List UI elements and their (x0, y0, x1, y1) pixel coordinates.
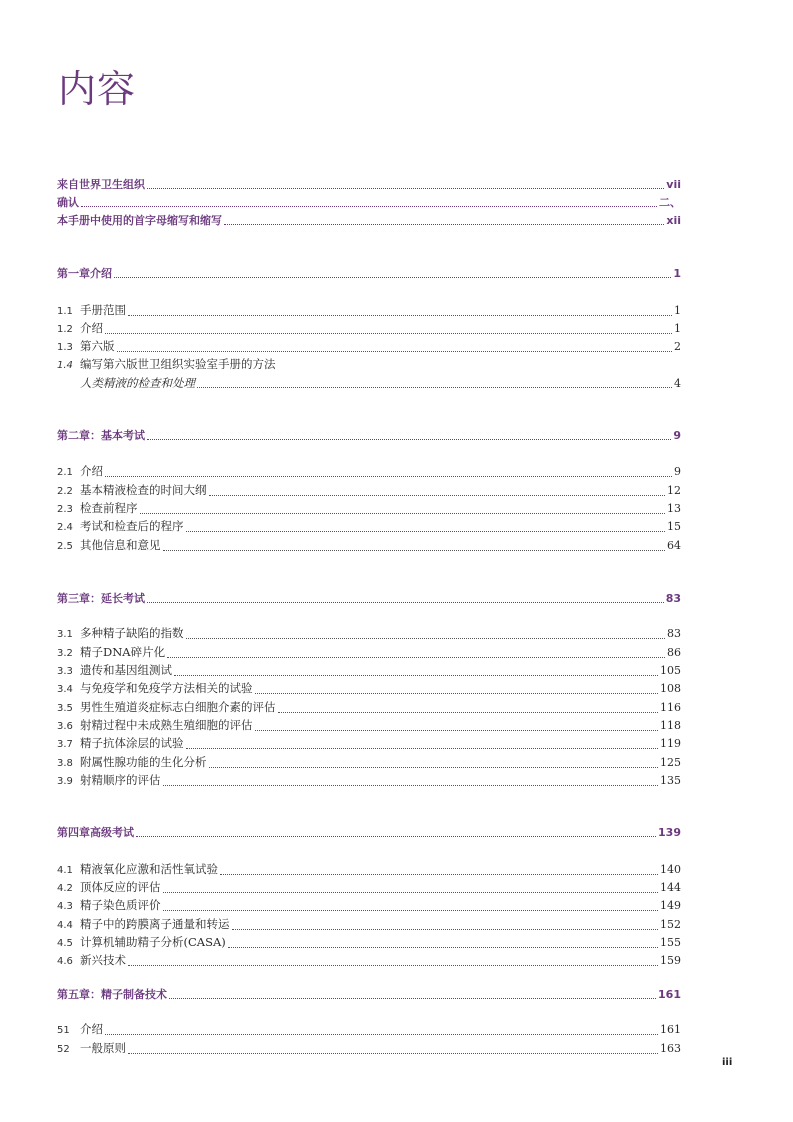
leader-dots (105, 332, 672, 334)
toc-page: 9 (674, 465, 681, 478)
toc-page: 163 (660, 1042, 681, 1055)
toc-label: 第五章：精子制备技术 (57, 988, 167, 1001)
toc-label: 射精顺序的评估 (80, 773, 161, 787)
section-number: 4.2 (57, 883, 73, 894)
leader-dots (163, 891, 659, 893)
toc-section[interactable] (57, 320, 681, 338)
toc-page: 125 (660, 756, 681, 769)
toc-label: 第三章：延长考试 (57, 592, 145, 605)
toc-page: 155 (660, 936, 681, 949)
toc-chapter-3[interactable] (57, 591, 681, 607)
section-number: 2.4 (57, 522, 73, 533)
section-number: 4.4 (57, 920, 73, 931)
toc-label: 精子DNA碎片化 (80, 645, 166, 659)
leader-dots (186, 747, 659, 749)
leader-dots (117, 350, 673, 352)
leader-dots (81, 205, 657, 207)
leader-dots (255, 729, 659, 731)
toc-page: 159 (660, 954, 681, 967)
leader-dots (186, 530, 666, 532)
toc-chapter-5[interactable] (57, 987, 681, 1003)
toc-label: 多种精子缺陷的指数 (80, 626, 184, 640)
toc-section[interactable] (57, 662, 681, 680)
toc-section-continued[interactable] (57, 375, 681, 392)
toc-label: 第二章：基本考试 (57, 429, 145, 442)
toc-section[interactable] (57, 952, 681, 970)
toc-page: 1 (674, 322, 681, 335)
section-number: 4.3 (57, 901, 73, 912)
section-number: 3.1 (57, 629, 73, 640)
toc-chapter-4[interactable] (57, 825, 681, 841)
toc-label: 手册范围 (80, 303, 126, 317)
section-number: 3.8 (57, 758, 73, 769)
toc-section[interactable] (57, 482, 681, 500)
section-number: 3.7 (57, 739, 73, 750)
section-number: 2.2 (57, 486, 73, 497)
toc-label: 人类精液的检查和处理 (80, 376, 195, 390)
toc-page: 二、 (659, 196, 681, 209)
section-number: 3.4 (57, 684, 73, 695)
leader-dots (163, 549, 666, 551)
toc-section[interactable] (57, 897, 681, 915)
leader-dots (186, 637, 666, 639)
section-number: 1.2 (57, 324, 73, 335)
toc-page: 118 (660, 719, 681, 732)
toc-label: 基本精液检查的时间大纲 (80, 483, 207, 497)
toc-label: 一般原则 (80, 1041, 126, 1055)
toc-section[interactable] (57, 879, 681, 897)
toc-label: 其他信息和意见 (80, 538, 161, 552)
toc-section[interactable] (57, 518, 681, 536)
leader-dots (220, 873, 658, 875)
toc-page: xii (666, 214, 681, 227)
leader-dots (128, 314, 672, 316)
toc-label: 遗传和基因组测试 (80, 663, 172, 677)
leader-dots (232, 928, 659, 930)
toc-page: 152 (660, 918, 681, 931)
toc-label: 本手册中使用的首字母缩写和缩写 (57, 214, 222, 227)
toc-entry-abbreviations[interactable] (57, 213, 681, 229)
leader-dots (105, 475, 672, 477)
toc-page: 9 (673, 429, 681, 442)
toc-page: 12 (667, 484, 681, 497)
toc-page: 83 (667, 627, 681, 640)
toc-label: 顶体反应的评估 (80, 880, 161, 894)
leader-dots (114, 276, 671, 278)
section-number: 51 (57, 1025, 70, 1036)
toc-section[interactable] (57, 356, 681, 374)
toc-label: 介绍 (80, 321, 103, 335)
toc-label: 精子抗体涂层的试验 (80, 736, 184, 750)
toc-chapter-2[interactable] (57, 428, 681, 444)
toc-label: 编写第六版世卫组织实验室手册的方法 (80, 357, 276, 371)
toc-label: 确认 (57, 196, 79, 209)
leader-dots (169, 997, 656, 999)
toc-label: 新兴技术 (80, 953, 126, 967)
section-number: 3.3 (57, 666, 73, 677)
toc-label: 与免疫学和免疫学方法相关的试验 (80, 681, 253, 695)
toc-section[interactable] (57, 537, 681, 555)
toc-label: 计算机辅助精子分析(CASA) (80, 935, 226, 949)
toc-label: 考试和检查后的程序 (80, 519, 184, 533)
toc-label: 介绍 (80, 464, 103, 478)
leader-dots (147, 438, 671, 440)
leader-dots (255, 692, 659, 694)
section-number: 4.6 (57, 956, 73, 967)
leader-dots (147, 601, 664, 603)
toc-section[interactable] (57, 699, 681, 717)
toc-section[interactable] (57, 717, 681, 735)
section-number: 3.2 (57, 648, 73, 659)
section-number: 52 (57, 1044, 70, 1055)
toc-label: 介绍 (80, 1022, 103, 1036)
toc-page: 2 (674, 340, 681, 353)
toc-section[interactable] (57, 1040, 681, 1058)
toc-label: 检查前程序 (80, 501, 138, 515)
toc-page: 139 (658, 826, 681, 839)
leader-dots (224, 223, 664, 225)
leader-dots (140, 512, 666, 514)
leader-dots (167, 656, 665, 658)
section-number: 2.5 (57, 541, 73, 552)
leader-dots (136, 835, 656, 837)
leader-dots (163, 909, 659, 911)
section-number: 4.1 (57, 865, 73, 876)
toc-section[interactable] (57, 861, 681, 879)
section-number: 3.9 (57, 776, 73, 787)
toc-page: vii (666, 178, 681, 191)
section-number: 2.1 (57, 467, 73, 478)
section-number: 1.1 (57, 306, 73, 317)
toc-page: 4 (674, 377, 681, 390)
leader-dots (128, 1052, 658, 1054)
toc-page: 105 (660, 664, 681, 677)
toc-section[interactable] (57, 934, 681, 952)
leader-dots (105, 1033, 658, 1035)
section-number: 4.5 (57, 938, 73, 949)
toc-section[interactable] (57, 772, 681, 790)
toc-label: 第一章介绍 (57, 267, 112, 280)
toc-section[interactable] (57, 735, 681, 753)
leader-dots (197, 386, 672, 388)
section-number: 3.6 (57, 721, 73, 732)
leader-dots (278, 711, 659, 713)
toc-page: 161 (660, 1023, 681, 1036)
toc-section[interactable] (57, 754, 681, 772)
toc-page: 64 (667, 539, 681, 552)
toc-page: 116 (660, 701, 681, 714)
section-number: 1.3 (57, 342, 73, 353)
toc-page: 1 (673, 267, 681, 280)
toc-label: 第六版 (80, 339, 115, 353)
toc-label: 男性生殖道炎症标志白细胞介素的评估 (80, 700, 276, 714)
toc-page: 119 (660, 737, 681, 750)
toc-page: 149 (660, 899, 681, 912)
toc-label: 射精过程中未成熟生殖细胞的评估 (80, 718, 253, 732)
toc-page: 144 (660, 881, 681, 894)
toc-page: 83 (665, 592, 681, 605)
toc-section[interactable] (57, 338, 681, 356)
leader-dots (209, 766, 659, 768)
toc-section[interactable] (57, 916, 681, 934)
leader-dots (128, 964, 658, 966)
toc-page: 161 (658, 988, 681, 1001)
leader-dots (163, 784, 659, 786)
section-number: 1.4 (57, 360, 73, 371)
toc-section[interactable] (57, 625, 681, 643)
toc-label: 精液氧化应激和活性氧试验 (80, 862, 218, 876)
toc-chapter-1[interactable] (57, 266, 681, 282)
toc-page: 13 (667, 502, 681, 515)
toc-label: 来自世界卫生组织 (57, 178, 145, 191)
footer-page-number: iii (722, 1057, 733, 1068)
toc-page: 86 (667, 646, 681, 659)
toc-entry-acknowledgements[interactable] (57, 195, 681, 211)
toc-entry-foreword[interactable] (57, 177, 681, 193)
toc-section[interactable] (57, 680, 681, 698)
leader-dots (228, 946, 658, 948)
toc-section[interactable] (57, 302, 681, 320)
section-number: 3.5 (57, 703, 73, 714)
toc-label: 精子染色质评价 (80, 898, 161, 912)
toc-page: 1 (674, 304, 681, 317)
toc-page: 135 (660, 774, 681, 787)
toc-page: 15 (667, 520, 681, 533)
toc-page: 140 (660, 863, 681, 876)
toc-section[interactable] (57, 500, 681, 518)
page-title: 内容 (58, 67, 137, 111)
toc-page: 108 (660, 682, 681, 695)
leader-dots (209, 494, 666, 496)
leader-dots (147, 187, 664, 189)
leader-dots (174, 674, 658, 676)
toc-label: 第四章高级考试 (57, 826, 134, 839)
toc-section[interactable] (57, 463, 681, 481)
section-number: 2.3 (57, 504, 73, 515)
toc-section[interactable] (57, 644, 681, 662)
toc-label: 精子中的跨膜离子通量和转运 (80, 917, 230, 931)
toc-label: 附属性腺功能的生化分析 (80, 755, 207, 769)
toc-section[interactable] (57, 1021, 681, 1039)
